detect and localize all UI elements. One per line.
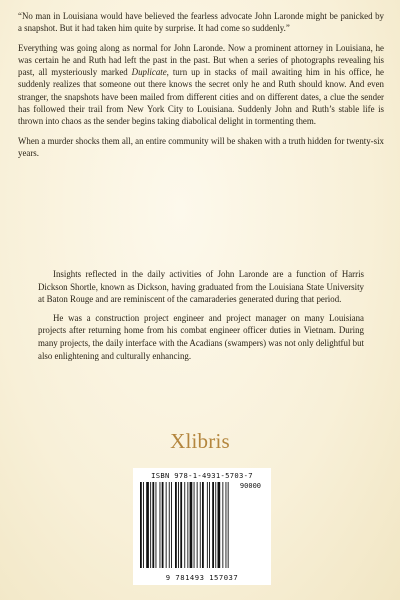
barcode-bar [152, 482, 154, 568]
barcode-bar [169, 482, 170, 568]
closing-teaser: When a murder shocks them all, an entire community will be shaken with a truth hidden for twenty-six years. [18, 135, 384, 158]
barcode-bar [187, 482, 188, 568]
synopsis-text-end: , turn up in stacks of mail awaiting him in his office, he suddenly realizes that someone out there knows the secret only he and Ruth should know. And even stranger, the snapshots have been mailed from different cities and on different dates, a clue the sender has followed their trail from New York City to Louisiana. Suddenly John and Ruth’s stable life is thrown into chaos as the sender begins taking diabolical delight in tormenting them. [18, 67, 385, 127]
price-code: 90000 [239, 482, 261, 490]
barcode-bar [228, 482, 229, 568]
barcode-bar [222, 482, 223, 568]
synopsis-paragraph [18, 42, 384, 128]
bio-paragraph-1: Insights reflected in the daily activities of John Laronde are a function of Harris Dickson Shortle, known as Dickson, having graduated from the Louisiana State University at Baton Rouge and are reminiscent of the camaraderies generated during that period. [38, 269, 364, 305]
barcode-bar [171, 482, 172, 568]
barcode-bar [156, 482, 157, 568]
barcode-bar [226, 482, 227, 568]
barcode-bar [212, 482, 214, 568]
barcode-bar [146, 482, 149, 568]
author-bio [38, 268, 364, 368]
opening-quote: “No man in Louisiana would have believed the fearless advocate John Laronde might be panicked by a snapshot. But it had taken him quite by surprise. It had come so suddenly.” [18, 11, 384, 34]
barcode-bar [140, 482, 142, 568]
barcode-bar [166, 482, 167, 568]
barcode-bar [190, 482, 193, 568]
duplicate-italic: Duplicate [131, 67, 167, 78]
barcode-bar [202, 482, 204, 568]
barcode-bar [160, 482, 161, 568]
ean-barcode [139, 482, 235, 570]
barcode-bar [197, 482, 198, 568]
bio-paragraph-2: He was a construction project engineer and project manager on many Louisiana projects after returning home from his combat engineer officer duties in Vietnam. During many projects, the daily interface with the Acadians (swampers) was not only delightful but also enlightening and culturally enhancing. [38, 312, 364, 361]
back-cover-blurb [18, 10, 384, 166]
barcode-bar [184, 482, 185, 568]
barcode-bar [180, 482, 182, 568]
barcode-digits: 9 781493 157037 [165, 573, 239, 582]
barcode-bar [218, 482, 221, 568]
publisher-logo: Xlibris [170, 429, 230, 453]
barcode-bar [162, 482, 164, 568]
barcode-bar [209, 482, 210, 568]
barcode-bar [194, 482, 195, 568]
barcode-bar [200, 482, 201, 568]
barcode-bar [207, 482, 208, 568]
barcode-bar [150, 482, 151, 568]
barcode-bar [175, 482, 177, 568]
isbn-label: ISBN 978-1-4931-5703-7 [151, 471, 253, 480]
barcode-bar [215, 482, 216, 568]
barcode-bar [178, 482, 179, 568]
synopsis-text-start: Everything was going along as normal for John Laronde. Now a prominent attorney in Louisiana, he was certain he and Ruth had left the past in the past. But when a series of photographs revealing his past, all mysteriously marked [18, 42, 384, 78]
barcode-bar [143, 482, 144, 568]
barcode-panel [133, 468, 271, 585]
